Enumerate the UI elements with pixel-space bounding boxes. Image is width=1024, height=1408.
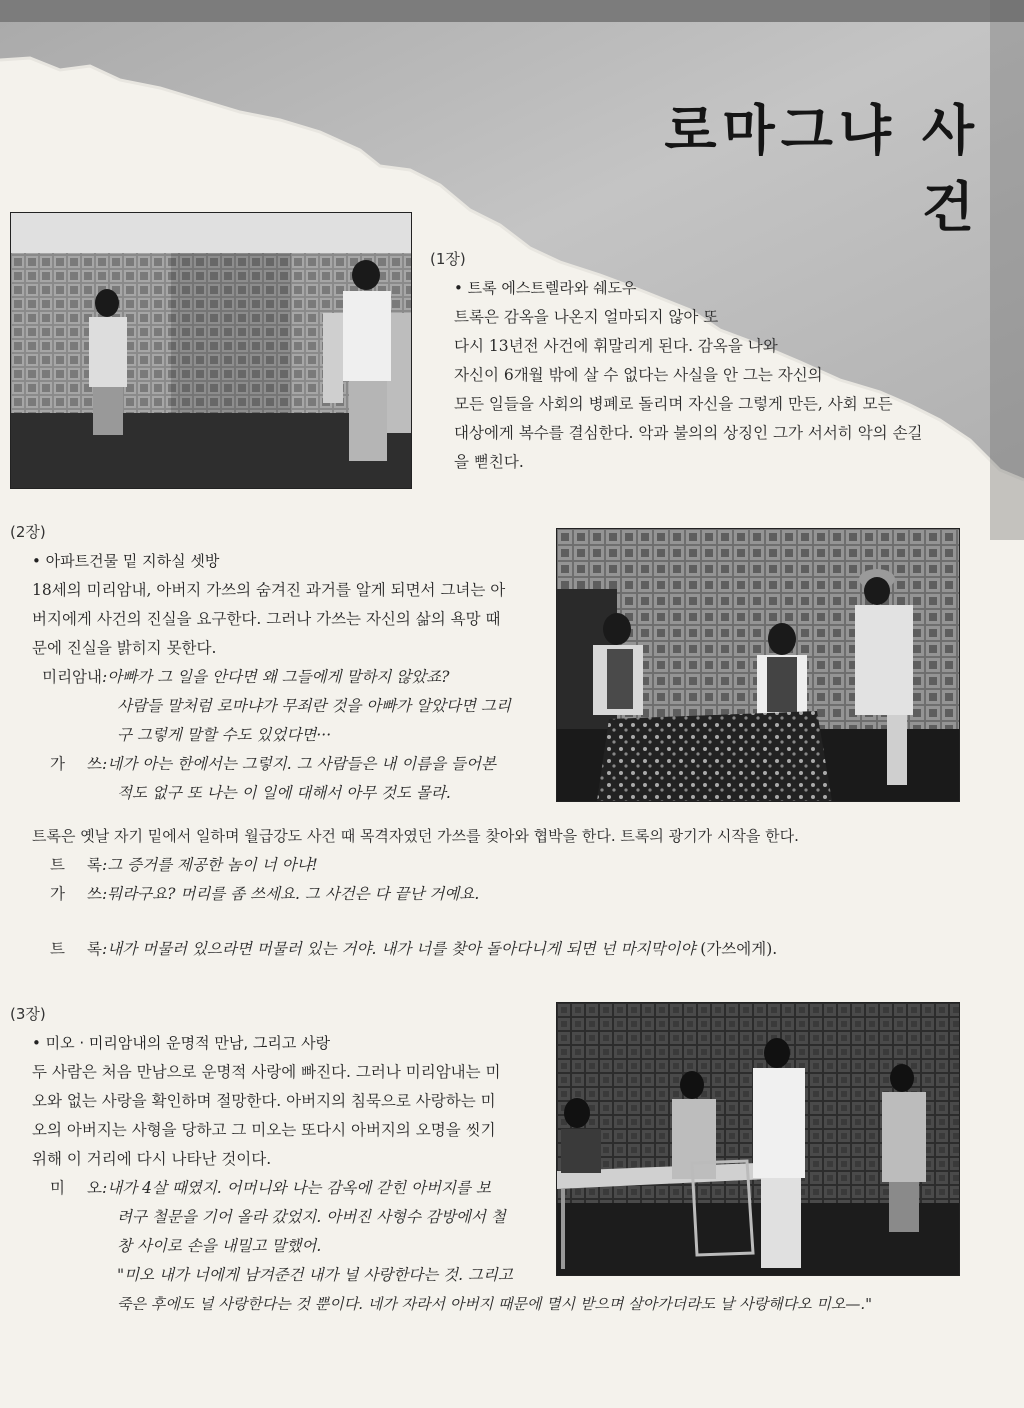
scene3-heading: (3장) <box>10 1005 46 1023</box>
scene1-line: 대상에게 복수를 결심한다. 악과 불의의 상징인 그가 서서히 악의 손길 <box>454 424 923 442</box>
scene1-line: 을 뻗친다. <box>454 453 524 471</box>
dialogue-text: 아빠가 그 일을 안다면 왜 그들에게 말하지 않았죠? <box>107 668 450 686</box>
speaker-char-b: 쓰 <box>87 755 102 773</box>
dialogue-line <box>10 663 550 692</box>
scene3-subtitle: • 미오 · 미리암내의 운명적 만남, 그리고 사랑 <box>32 1034 331 1052</box>
dialogue-line <box>10 1174 550 1203</box>
stage-photo-scene2 <box>556 528 960 802</box>
scene1-heading: (1장) <box>430 250 466 268</box>
dialogue-text-wrap <box>107 935 1000 964</box>
dialogue-line <box>10 880 1000 909</box>
dialogue-continuation: 창 사이로 손을 내밀고 말했어. <box>117 1237 322 1255</box>
speaker-char-a: 트 <box>50 856 65 874</box>
scene3-line: 두 사람은 처음 만남으로 운명적 사랑에 빠진다. 그러나 미리암내는 미 <box>32 1063 501 1081</box>
scene2-line: 문에 진실을 밝히지 못한다. <box>32 639 217 657</box>
dialogue-continuation: "미오 내가 너에게 남겨준건 내가 널 사랑한다는 것. 그리고 <box>117 1266 513 1284</box>
speaker-char-a: 미 <box>50 1179 65 1197</box>
speaker-label <box>32 1174 102 1203</box>
scene2-narration: 트록은 옛날 자기 밑에서 일하며 월급강도 사건 때 목격자였던 가쓰를 찾아와 협박을 한다. 트록의 광기가 시작을 한다. <box>32 827 799 845</box>
stage-photo-scene1 <box>10 212 412 489</box>
dialogue-text: 그 증거를 제공한 놈이 너 아냐! <box>107 856 318 874</box>
speaker-char-a: 트 <box>50 940 65 958</box>
scene1-line: 자신이 6개월 밖에 살 수 없다는 사실을 안 그는 자신의 <box>454 366 823 384</box>
speaker-char-b: 쓰 <box>87 885 102 903</box>
dialogue-text: 네가 아는 한에서는 그렇지. 그 사람들은 내 이름을 들어본 <box>107 755 496 773</box>
dialogue-continuation: 적도 없구 또 나는 이 일에 대해서 아무 것도 몰라. <box>117 784 451 802</box>
speaker-char-b: 록 <box>87 940 102 958</box>
scene2-line: 18세의 미리암내, 아버지 가쓰의 숨겨진 과거를 알게 되면서 그녀는 아 <box>32 581 506 599</box>
dialogue-text: 내가 머물러 있으라면 머물러 있는 거야. 내가 너를 찾아 돌아다니게 되면 넌 마지막이야 <box>107 940 696 958</box>
scene3-section <box>10 1000 550 1290</box>
dialogue-colon: : <box>102 856 108 874</box>
speaker-char-b: 록 <box>87 856 102 874</box>
scene2-section <box>10 518 550 808</box>
scene1-section <box>430 245 970 477</box>
scene3-line: 오의 아버지는 사형을 당하고 그 미오는 또다시 아버지의 오명을 씻기 <box>32 1121 496 1139</box>
dialogue-continuation: 사람들 말처럼 로마냐가 무죄란 것을 아빠가 알았다면 그리 <box>117 697 511 715</box>
speaker-label: 미리암내 <box>42 668 102 686</box>
dialogue-colon: : <box>102 1179 108 1197</box>
dialogue-colon: : <box>102 755 108 773</box>
dialogue-line <box>10 750 550 779</box>
scene1-subtitle: • 트록 에스트렐라와 쉐도우 <box>454 279 637 297</box>
speaker-char-a: 가 <box>50 885 65 903</box>
scene2-subtitle: • 아파트건물 밑 지하실 셋방 <box>32 552 220 570</box>
scene2-line: 버지에게 사건의 진실을 요구한다. 그러나 가쓰는 자신의 삶의 욕망 때 <box>32 610 501 628</box>
scene2-heading: (2장) <box>10 523 46 541</box>
scene3-line: 오와 없는 사랑을 확인하며 절망한다. 아버지의 침묵으로 사랑하는 미 <box>32 1092 496 1110</box>
scene1-line: 다시 13년전 사건에 휘말리게 된다. 감옥을 나와 <box>454 337 778 355</box>
scene1-line: 트록은 감옥을 나온지 얼마되지 않아 또 <box>454 308 719 326</box>
stage-photo-scene3 <box>556 1002 960 1276</box>
speaker-label <box>32 750 102 779</box>
speaker-label <box>32 880 102 909</box>
dialogue-line <box>10 851 1000 880</box>
scene3-line: 위해 이 거리에 다시 나타난 것이다. <box>32 1150 272 1168</box>
dialogue-text: 내가 4살 때였지. 어머니와 나는 감옥에 갇힌 아버지를 보 <box>107 1179 491 1197</box>
stage-note: (가쓰에게). <box>700 940 778 958</box>
speaker-char-b: 오 <box>87 1179 102 1197</box>
dialogue-continuation: 려구 철문을 기어 올라 갔었지. 아버진 사형수 감방에서 철 <box>117 1208 506 1226</box>
page-title: 로마그냐 사건 <box>664 99 980 239</box>
scene3-final-line-block <box>10 1290 1000 1319</box>
speaker-label <box>32 935 102 964</box>
dialogue-colon: : <box>102 940 108 958</box>
dialogue-colon: : <box>102 668 108 686</box>
dialogue-text: 뭐라구요? 머리를 좀 쓰세요. 그 사건은 다 끝난 거예요. <box>107 885 480 903</box>
dialogue-continuation: 구 그렇게 말할 수도 있었다면··· <box>117 726 332 744</box>
speaker-char-a: 가 <box>50 755 65 773</box>
dialogue-colon: : <box>102 885 108 903</box>
dialogue-line <box>10 935 1000 964</box>
dialogue-continuation: 죽은 후에도 널 사랑한다는 것 뿐이다. 네가 자라서 아버지 때문에 멸시 받으며 살아가더라도 날 사랑해다오 미오—." <box>117 1295 873 1313</box>
scene2-narration-block <box>10 822 1000 964</box>
scene1-line: 모든 일들을 사회의 병폐로 돌리며 자신을 그렇게 만든, 사회 모든 <box>454 395 893 413</box>
speaker-label <box>32 851 102 880</box>
